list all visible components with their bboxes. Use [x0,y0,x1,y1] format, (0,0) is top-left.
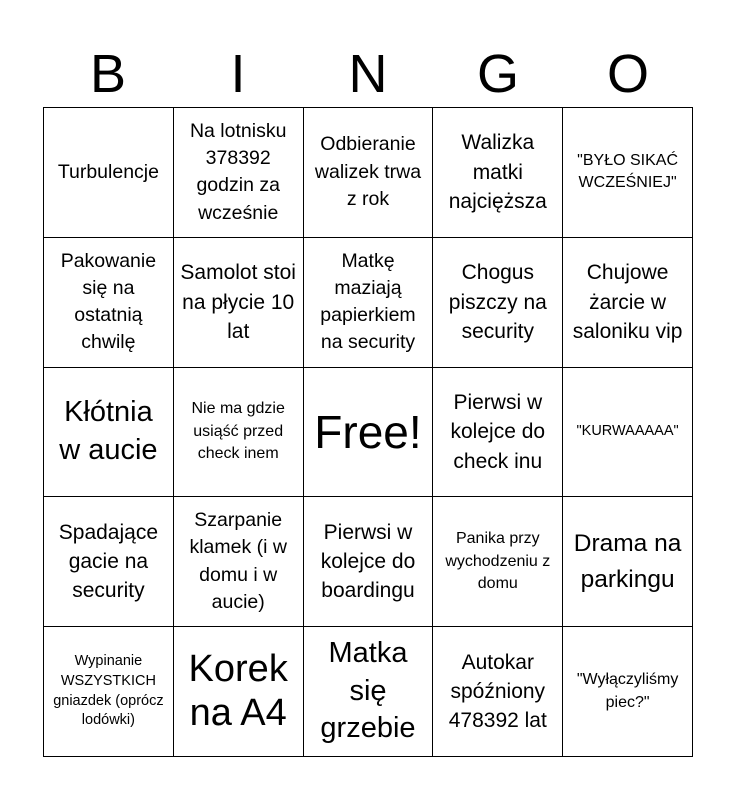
header-letter-n: N [348,44,388,104]
cell-text: Autokar spóźniony 478392 lat [448,650,547,733]
bingo-cell[interactable] [44,238,174,368]
bingo-cell[interactable] [433,238,563,368]
bingo-cell[interactable] [174,238,304,368]
cell-text: Walizka matki najcięższa [448,131,547,214]
free-cell[interactable] [304,368,434,498]
cell-text: Odbieranie walizek trwa z rok [314,133,422,211]
cell-text: Nie ma gdzie usiąść przed check inem [191,400,285,463]
bingo-cell[interactable] [563,627,693,757]
cell-text: Free! [314,405,422,458]
bingo-cell[interactable] [304,627,434,757]
cell-text: Panika przy wychodzeniu z domu [445,530,551,592]
bingo-cell[interactable] [304,108,434,238]
cell-text: Pierwsi w kolejce do check inu [450,390,546,473]
bingo-header [43,40,693,108]
bingo-cell[interactable] [174,108,304,238]
cell-text: Turbulencje [57,160,159,183]
bingo-cell[interactable] [433,627,563,757]
cell-text: Kłótnia w aucie [59,396,158,466]
bingo-cell[interactable] [433,368,563,498]
cell-text: Pakowanie się na ostatnią chwilę [60,249,157,354]
header-letter-o: O [606,44,649,104]
cell-text: Korek na A4 [188,647,288,734]
header-letter-i: I [230,44,246,104]
cell-text: Szarpanie klamek (i w domu i w aucie) [189,509,287,614]
header-letter-g: G [476,44,519,104]
bingo-cell[interactable] [44,497,174,627]
cell-text: Matkę maziają papierkiem na security [320,249,416,354]
bingo-cell[interactable] [44,368,174,498]
cell-text: Matka się grzebie [320,637,416,745]
bingo-cell[interactable] [304,238,434,368]
bingo-cell[interactable] [44,627,174,757]
cell-text: "Wyłączyliśmy piec?" [576,671,679,711]
bingo-cell[interactable] [433,108,563,238]
cell-text: Na lotnisku 378392 godzin za wcześnie [189,119,287,224]
bingo-cell[interactable] [174,497,304,627]
cell-text: "KURWAAAAA" [576,423,679,440]
cell-text: Spadające gacie na security [58,520,159,603]
bingo-cell[interactable] [563,368,693,498]
bingo-cell[interactable] [304,497,434,627]
bingo-cell[interactable] [44,108,174,238]
cell-text: "BYŁO SIKAĆ WCZEŚNIEJ" [577,152,678,192]
bingo-cell[interactable] [563,108,693,238]
header-letter-b: B [89,44,127,104]
bingo-cell[interactable] [563,238,693,368]
bingo-cell[interactable] [433,497,563,627]
cell-text: Wypinanie WSZYSTKICH gniazdek (oprócz lodówki) [53,653,164,729]
cell-text: Drama na parkingu [573,530,682,593]
bingo-cell[interactable] [174,627,304,757]
cell-text: Samolot stoi na płycie 10 lat [180,261,296,343]
cell-text: Chujowe żarcie w saloniku vip [572,261,683,343]
cell-text: Chogus piszczy na security [448,261,547,343]
bingo-cell[interactable] [174,368,304,498]
bingo-grid [43,107,693,757]
bingo-cell[interactable] [563,497,693,627]
cell-text: Pierwsi w kolejce do boardingu [320,520,416,603]
